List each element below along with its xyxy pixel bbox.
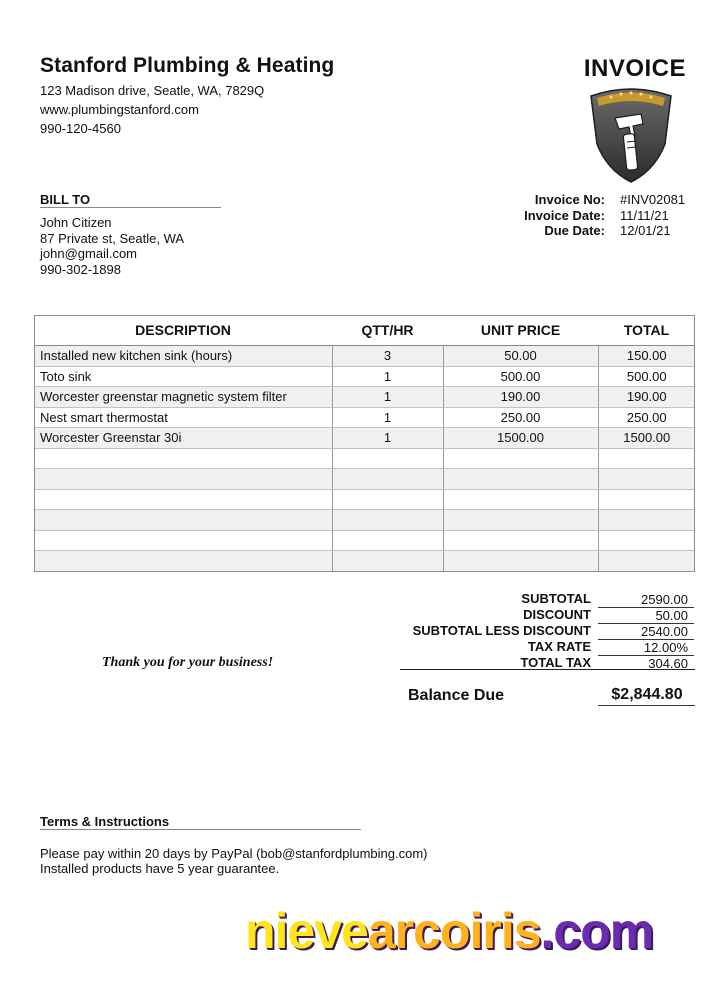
balance-divider — [598, 705, 695, 706]
watermark-part: nieve — [245, 903, 368, 959]
item-description: Nest smart thermostat — [34, 407, 332, 428]
item-unit-price: 500.00 — [443, 366, 598, 387]
item-total: 1500.00 — [598, 428, 695, 449]
tax-rate-value: 12.00% — [643, 640, 688, 655]
item-unit-price: 1500.00 — [443, 428, 598, 449]
terms-line: Please pay within 20 days by PayPal (bob@stanfordplumbing.com) — [40, 846, 428, 861]
invoice-date-label: Invoice Date: — [524, 208, 605, 223]
discount-label: DISCOUNT — [523, 607, 591, 622]
watermark-part: arcoiris — [367, 903, 541, 959]
watermark — [245, 902, 653, 960]
subtotal-label: SUBTOTAL — [521, 591, 591, 606]
subtotal-value: 2590.00 — [641, 592, 688, 607]
terms-line: Installed products have 5 year guarantee. — [40, 861, 280, 876]
item-qty: 1 — [332, 366, 443, 387]
terms-title: Terms & Instructions — [40, 814, 170, 829]
tax-rate-label: TAX RATE — [527, 639, 591, 654]
bill-to-label: BILL TO — [40, 192, 91, 207]
item-unit-price: 190.00 — [443, 387, 598, 408]
due-date-value: 12/01/21 — [620, 223, 671, 238]
bill-to-email: john@gmail.com — [40, 246, 138, 261]
item-total: 500.00 — [598, 366, 695, 387]
bill-to-divider — [40, 207, 221, 208]
item-total: 250.00 — [598, 407, 695, 428]
item-total: 150.00 — [598, 346, 695, 367]
header-description: DESCRIPTION — [34, 315, 332, 346]
total-tax-label: TOTAL TAX — [520, 655, 591, 670]
item-qty: 3 — [332, 346, 443, 367]
item-description: Worcester Greenstar 30i — [34, 428, 332, 449]
thank-you-note: Thank you for your business! — [102, 655, 274, 670]
item-description: Worcester greenstar magnetic system filter — [34, 387, 332, 408]
item-description: Installed new kitchen sink (hours) — [34, 346, 332, 367]
item-qty: 1 — [332, 387, 443, 408]
watermark-part: .com — [540, 903, 654, 959]
bill-to-phone: 990-302-1898 — [40, 262, 121, 277]
item-qty: 1 — [332, 428, 443, 449]
discount-value: 50.00 — [655, 608, 688, 623]
balance-due-label: Balance Due — [408, 687, 505, 704]
header-qty: QTT/HR — [332, 315, 443, 346]
header-unit-price: UNIT PRICE — [443, 315, 598, 346]
summary-total-divider — [400, 669, 695, 670]
bill-to-address: 87 Private st, Seatle, WA — [40, 231, 185, 246]
invoice-no-value: #INV02081 — [620, 192, 686, 207]
item-total: 190.00 — [598, 387, 695, 408]
subtotal-less-discount-value: 2540.00 — [641, 624, 688, 639]
company-address: 123 Madison drive, Seatle, WA, 7829Q — [40, 83, 265, 98]
item-qty: 1 — [332, 407, 443, 428]
wrench-shield-icon — [585, 84, 677, 184]
item-unit-price: 250.00 — [443, 407, 598, 428]
item-unit-price: 50.00 — [443, 346, 598, 367]
items-table-frame — [34, 315, 695, 572]
total-tax-value: 304.60 — [648, 656, 688, 671]
company-name: Stanford Plumbing & Heating — [40, 54, 335, 77]
due-date-label: Due Date: — [544, 223, 605, 238]
header-total: TOTAL — [598, 315, 695, 346]
company-website: www.plumbingstanford.com — [40, 102, 199, 117]
balance-due-value: $2,844.80 — [611, 686, 683, 703]
invoice-date-value: 11/11/21 — [620, 208, 669, 223]
terms-divider — [40, 829, 361, 830]
invoice-title: INVOICE — [583, 55, 686, 82]
item-description: Toto sink — [34, 366, 332, 387]
invoice-no-label: Invoice No: — [534, 192, 605, 207]
bill-to-name: John Citizen — [40, 215, 112, 230]
subtotal-less-discount-label: SUBTOTAL LESS DISCOUNT — [412, 623, 591, 638]
company-phone: 990-120-4560 — [40, 121, 121, 136]
